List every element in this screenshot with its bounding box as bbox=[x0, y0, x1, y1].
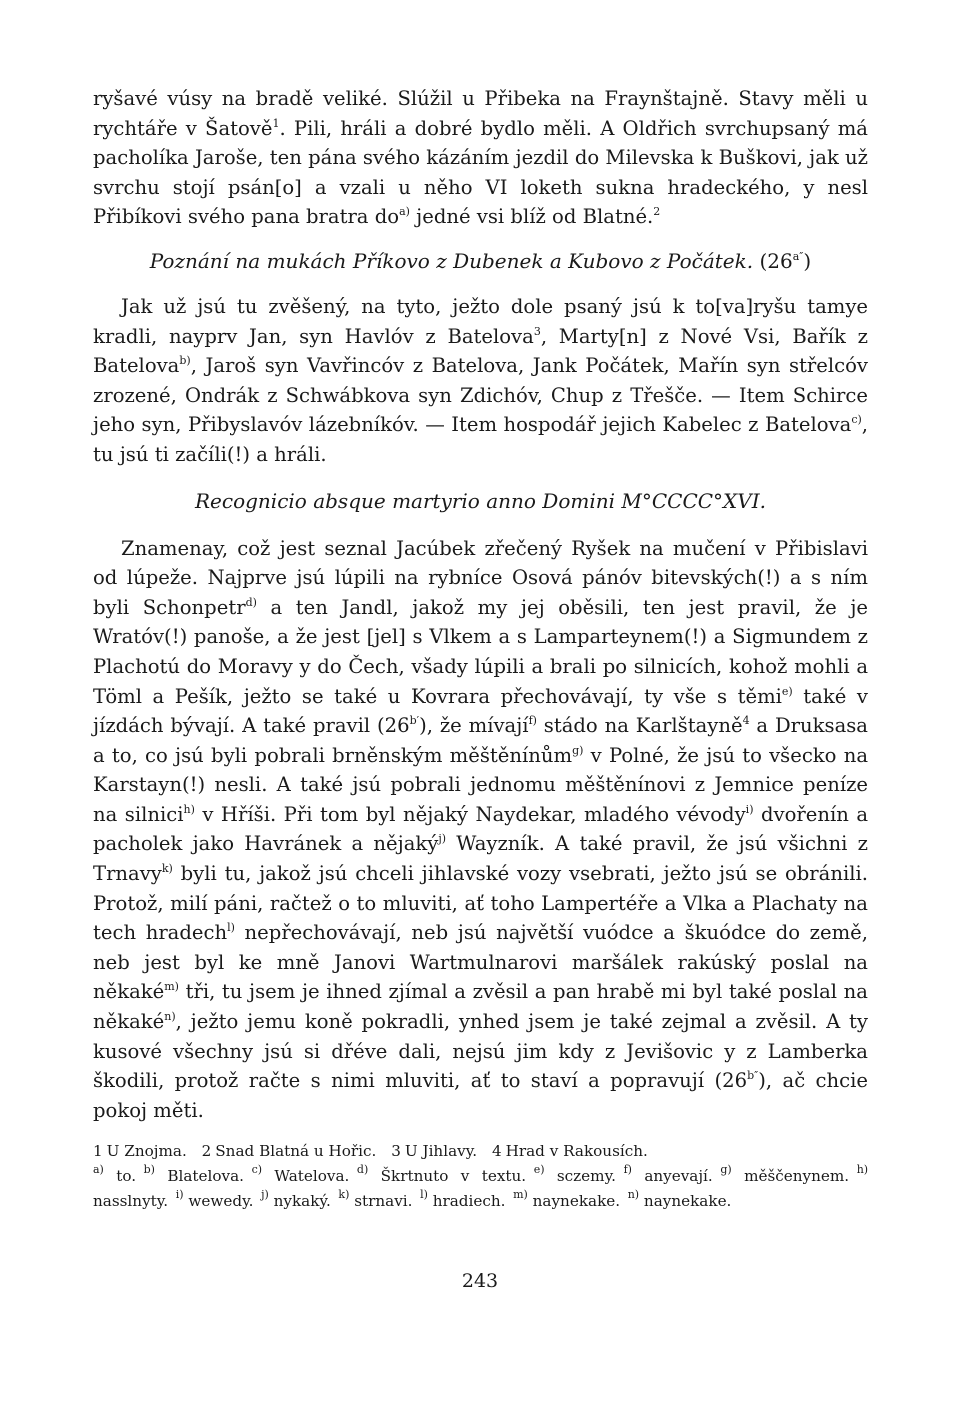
footnote-item bbox=[391, 1142, 477, 1160]
footnote-text: hradiech. bbox=[432, 1192, 506, 1211]
text-run: Znamenay, což jest seznal Jacúbek zřečený Ryšek na mučení v Přibislavi od lúpeže. Najprve jsú lúpili na rybníce Osová pánóv bitevských(!) a s ním byli Schonpetr bbox=[93, 536, 868, 619]
footnote-item bbox=[175, 1188, 254, 1211]
footnote-text: Blatelova. bbox=[167, 1167, 244, 1186]
text-run: v Hříši. Při tom byl nějaký Naydekar, mladého vévody bbox=[194, 802, 746, 826]
text-run: jedné vsi blíž od Blatné. bbox=[409, 205, 654, 229]
footnote-text: U Znojma. bbox=[106, 1142, 187, 1161]
footnote-item bbox=[420, 1188, 506, 1211]
text-run: , Marty[n] z Nové Vsi, Bařík z Batelova bbox=[93, 324, 868, 378]
footnote-item bbox=[251, 1163, 350, 1186]
footnote-item bbox=[356, 1163, 527, 1186]
text-run: . Pili, hráli a dobré bydlo měli. A Oldřich svrchupsaný má pacholíka Jaroše, ten pána svého kázáním jezdil do Milevska k Buškovi, jak už svrchu stojí psán[o] a vzali u něho VI loketh sukna hradeckého, y nesl Přibíkovi svého pana bratra do bbox=[93, 116, 868, 229]
footnote-text: Škrtnuto v textu. bbox=[380, 1167, 527, 1186]
footnote-ref: i) bbox=[745, 802, 754, 816]
footnote-item bbox=[533, 1163, 616, 1186]
section-heading-2: Recognicio absque martyrio anno Domini M°CCCC°XVI. bbox=[194, 488, 766, 513]
footnote-text: Watelova. bbox=[274, 1167, 350, 1186]
body-text bbox=[93, 84, 868, 1125]
footnote-ref: b) bbox=[179, 354, 191, 368]
footnote-mark: b) bbox=[143, 1163, 155, 1177]
text-run: stádo na Karlštayně bbox=[536, 714, 743, 738]
footnote-mark: n) bbox=[627, 1188, 640, 1202]
footnote-ref: f) bbox=[528, 714, 537, 728]
section-heading-1 bbox=[93, 246, 868, 276]
footnote-item bbox=[93, 1163, 137, 1186]
page-ref-sup: b″ bbox=[747, 1069, 759, 1083]
footnote-text: nasslnyty. bbox=[93, 1192, 169, 1211]
footnote-text: to. bbox=[116, 1167, 137, 1186]
footnote-text: Hrad v Rakousích. bbox=[505, 1142, 648, 1161]
footnote-mark: a) bbox=[93, 1163, 104, 1177]
text-run: a ten Jandl, jakož my jej oběsili, ten jest pravil, že je Wratóv(!) panoše, a že jest [jel] s Vlkem a s Lamparteynem(!) a Sigmundem z Plachotú do Moravy y do Čech, všady lúpili a brali po silnicích, kohož mohli a Töml a Pešík, ježto se také u Kovrara přechovávají, ty vše s těmi bbox=[93, 595, 868, 708]
text-run: , ježto jemu koně pokradli, ynhed jsem je také zejmal a zvěsil. A ty kusové všechny jsú si dřéve dali, nejsú jim kdy z Jevišovic y z Lamberka škodili, protož račte s nimi mluviti, ať to staví a popravují (26 bbox=[93, 1010, 868, 1093]
page-number: 243 bbox=[461, 1270, 499, 1292]
footnote-mark: d) bbox=[356, 1163, 369, 1177]
footnote-text: strnavi. bbox=[354, 1192, 413, 1211]
footnotes bbox=[93, 1139, 868, 1214]
footnote-ref: d) bbox=[245, 595, 257, 609]
footnote-text: U Jihlavy. bbox=[404, 1142, 478, 1161]
text-run: ryšavé vúsy na bradě veliké. Slúžil u Přibeka na Fraynštajně. Stavy měli u rychtáře v Šatově bbox=[93, 87, 868, 140]
text-run: ), že mívají bbox=[419, 714, 529, 738]
text-run: byli tu, jakož jsú chceli jihlavské vozy vsebrati, ježto jsú se obránili. Protož, milí páni, račtež o to mluviti, ať toho Lampertéře a Vlka a Plachaty na tech hradech bbox=[93, 862, 868, 945]
footnote-mark: g) bbox=[720, 1163, 732, 1177]
footnote-ref: 4 bbox=[742, 714, 750, 728]
text-run: ), ač chcie pokoj měti. bbox=[93, 1069, 868, 1122]
text-run: a Druksasa a to, co jsú byli pobrali brněnským měštěnínům bbox=[93, 714, 868, 767]
footnote-item bbox=[627, 1188, 732, 1211]
footnote-ref: 2 bbox=[653, 205, 661, 219]
page-ref-sup: a″ bbox=[792, 249, 804, 263]
footnote-item bbox=[143, 1163, 244, 1186]
top-paragraph bbox=[93, 84, 868, 232]
page-ref-close: ) bbox=[803, 248, 812, 273]
footnote-ref: g) bbox=[572, 743, 584, 757]
footnote-item bbox=[492, 1142, 648, 1160]
footnote-mark: c) bbox=[251, 1163, 263, 1177]
text-run: , Jaroš syn Vavřincóv z Batelova, Jank Počátek, Mařín syn střelcóv zrozené, Ondrák z Schwábkova syn Zdichóv, Chup z Třešče. — Item Schirce jeho syn, Přibyslavóv lázebníkóv. — Item hospodář jejich Kabelec z Batelova bbox=[93, 354, 868, 437]
footnote-text: anyevají. bbox=[644, 1167, 713, 1186]
text-run: v Polné, že jsú to všecko na Karstayn(!) nesli. A také jsú pobrali jednomu měštěnínovi z Jemnice peníze na silnici bbox=[93, 743, 868, 826]
footnote-item bbox=[623, 1163, 713, 1186]
footnote-number: 2 bbox=[201, 1142, 212, 1161]
footnote-ref: e) bbox=[781, 684, 793, 698]
page-ref-sup: b′ bbox=[409, 714, 420, 728]
footnote-ref: k) bbox=[161, 862, 173, 876]
footnote-item bbox=[720, 1163, 850, 1186]
footnote-mark: i) bbox=[175, 1188, 184, 1202]
text-run: tři, tu jsem je ihned zjímal a zvěsil a pan hrabě mi byl také poslal na někaké bbox=[93, 980, 868, 1034]
text-run: nepřechovávají, neb jsú najvětší vuódce a škuódce do země, neb jest byl ke mně Janovi Wartmulnarovi maršálek rakúský poslal na někaké bbox=[93, 921, 868, 1004]
footnote-mark: f) bbox=[623, 1163, 632, 1177]
footnote-ref: n) bbox=[164, 1010, 176, 1024]
footnote-text: měščenynem. bbox=[744, 1167, 850, 1186]
page-ref bbox=[759, 249, 811, 273]
footnote-item bbox=[202, 1142, 377, 1160]
footnote-number: 1 bbox=[93, 1142, 103, 1161]
footnote-item bbox=[338, 1188, 413, 1211]
heading-text: Poznání na mukách Příkovo z Dubenek a Kubovo z Počátek. bbox=[149, 248, 754, 273]
footnote-ref: h) bbox=[183, 802, 195, 816]
footnote-text: sczemy. bbox=[556, 1167, 616, 1186]
footnote-text: Snad Blatná u Hořic. bbox=[215, 1142, 377, 1161]
footnote-number: 3 bbox=[391, 1142, 401, 1161]
text-run: Wayzník. A také pravil, že jsú všichni z Trnavy bbox=[93, 832, 868, 886]
footnote-item bbox=[261, 1188, 331, 1211]
footnote-mark: e) bbox=[533, 1163, 545, 1177]
paragraph-3 bbox=[93, 534, 868, 1126]
page-ref-open: (26 bbox=[759, 248, 793, 273]
paragraph-2 bbox=[93, 292, 868, 470]
footnote-ref: m) bbox=[164, 980, 179, 994]
footnote-number: 4 bbox=[491, 1142, 502, 1161]
footnote-mark: m) bbox=[513, 1188, 528, 1202]
footnote-text: naynekake. bbox=[532, 1192, 621, 1211]
footnote-ref: 3 bbox=[533, 324, 541, 338]
footnote-ref: c) bbox=[851, 413, 862, 427]
footnote-mark: l) bbox=[420, 1188, 428, 1202]
text-run: dvořenín a pacholek jako Havránek a nějaký bbox=[93, 802, 869, 856]
footnote-ref: a) bbox=[399, 205, 410, 219]
footnote-item bbox=[93, 1142, 187, 1160]
footnote-mark: k) bbox=[338, 1188, 350, 1202]
footnote-text: naynekake. bbox=[643, 1192, 732, 1211]
text-run: Jak už jsú tu zvěšený, na tyto, ježto dole psaný jsú k to[va]ryšu tamye kradli, nayprv Jan, syn Havlóv z Batelova bbox=[93, 294, 868, 348]
footnote-ref: l) bbox=[227, 921, 235, 935]
footnote-text: nykaký. bbox=[273, 1192, 331, 1211]
footnote-ref: 1 bbox=[272, 116, 280, 130]
footnote-mark: h) bbox=[856, 1163, 869, 1177]
text-run: , tu jsú ti začíli(!) a hráli. bbox=[93, 413, 868, 466]
footnotes-lettered bbox=[93, 1164, 868, 1214]
footnotes-numbered bbox=[93, 1139, 868, 1164]
text-run: také v jízdách bývají. A také pravil (26 bbox=[93, 684, 868, 738]
footnote-text: wewedy. bbox=[188, 1192, 254, 1211]
footnote-mark: j) bbox=[261, 1188, 269, 1202]
footnote-item bbox=[513, 1188, 621, 1211]
footnote-ref: j) bbox=[438, 832, 447, 846]
